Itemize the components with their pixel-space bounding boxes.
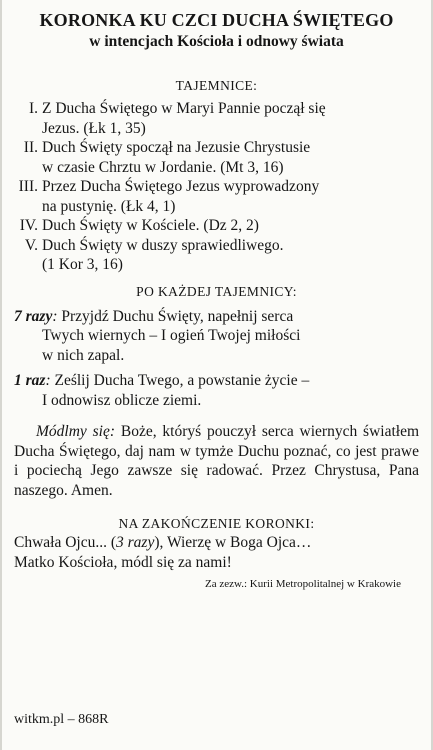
- mystery-text-cont: Jezus. (Łk 1, 35): [42, 119, 146, 137]
- mystery-text: Z Ducha Świętego w Maryi Pannie począł się: [42, 100, 326, 117]
- mystery-item: [14, 236, 419, 275]
- ending-line-2: Matko Kościoła, módl się za nami!: [14, 553, 232, 571]
- ending-line-1-pre: Chwała Ojcu... (: [14, 534, 117, 551]
- repeat-count: 1 raz: [14, 372, 46, 389]
- mystery-text-cont: (1 Kor 3, 16): [42, 256, 123, 273]
- ending-heading: NA ZAKOŃCZENIE KORONKI:: [118, 516, 315, 531]
- mysteries-heading: TAJEMNICE:: [175, 78, 258, 93]
- mystery-numeral: III.: [18, 178, 38, 195]
- prayer-text: Przyjdź Duchu Święty, napełnij serca: [61, 307, 294, 325]
- mystery-text-cont: w czasie Chrztu w Jordanie. (Mt 3, 16): [42, 158, 284, 176]
- ending-line-1-repeat: 3 razy: [116, 534, 155, 551]
- mystery-text: Duch Święty spoczął na Jezusie Chrystusie: [42, 139, 311, 156]
- prayer-text: Ześlij Ducha Twego, a powstanie życie –: [54, 372, 310, 389]
- prayer-one-time: 1 raz: Ześlij Ducha Twego, a powstanie życie – I odnowisz oblicze ziemi.: [14, 371, 419, 410]
- mystery-numeral: V.: [24, 236, 38, 254]
- mystery-item: [14, 216, 419, 236]
- mystery-item: [14, 138, 419, 177]
- mystery-text-cont: na pustynię. (Łk 4, 1): [42, 197, 176, 215]
- mystery-numeral: IV.: [19, 217, 38, 234]
- mystery-item: [14, 177, 419, 216]
- mystery-text: Przez Ducha Świętego Jezus wyprowadzony: [42, 178, 320, 195]
- closing-prayer: [14, 422, 419, 500]
- publisher-code: witkm.pl – 868R: [14, 712, 109, 727]
- closing-prayer-lead: Módlmy się:: [36, 423, 116, 440]
- prayer-text-cont: I odnowisz oblicze ziemi.: [42, 391, 202, 409]
- prayer-text-cont: w nich zapal.: [42, 346, 125, 364]
- prayer-seven-times: 7 razy: Przyjdź Duchu Święty, napełnij serca Twych wiernych – I ogień Twojej miłości w nich zapal.: [14, 307, 419, 366]
- repeat-count: 7 razy: [14, 307, 53, 325]
- ending-line-1-post: ), Wierzę w Boga Ojca…: [154, 534, 312, 551]
- page-title: KORONKA KU CZCI DUCHA ŚWIĘTEGO: [39, 10, 394, 30]
- page-subtitle: w intencjach Kościoła i odnowy świata: [89, 33, 344, 50]
- mysteries-list: [14, 99, 419, 275]
- mystery-text: Duch Święty w Kościele. (Dz 2, 2): [42, 217, 259, 234]
- mystery-text: Duch Święty w duszy sprawiedliwego.: [42, 236, 284, 254]
- mystery-item: [14, 99, 419, 138]
- church-permission: Za zezw.: Kurii Metropolitalnej w Krakowie: [205, 578, 401, 590]
- after-each-heading: PO KAŻDEJ TAJEMNICY:: [136, 283, 297, 299]
- ending-line-1: [14, 533, 419, 553]
- mystery-numeral: I.: [28, 100, 38, 117]
- closing-prayer-text: Boże, któryś pouczył serca wiernych światłem Ducha Świętego, daj nam w tymże Duchu poznać, co jest prawe i pociechą Jego zawsze się radować. Przez Chrystusa, Pana naszego. Amen.: [14, 423, 420, 499]
- prayer-text-cont: Twych wiernych – I ogień Twojej miłości: [42, 327, 301, 344]
- mystery-numeral: II.: [23, 139, 38, 156]
